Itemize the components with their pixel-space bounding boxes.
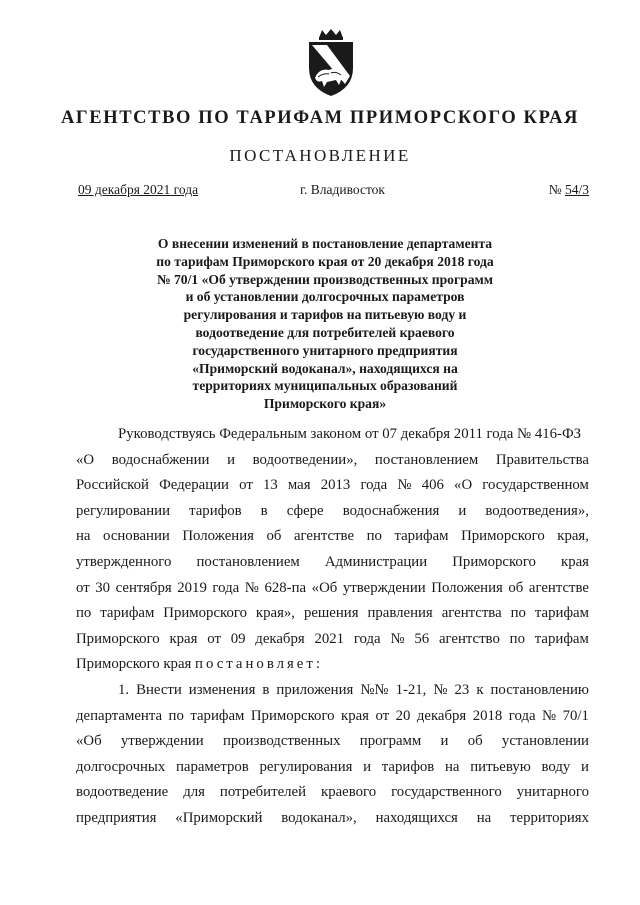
word: от <box>375 707 390 724</box>
word: года <box>508 707 536 724</box>
word: водоканал», <box>281 809 357 826</box>
word: регулировании <box>76 502 170 519</box>
body-line <box>76 806 589 832</box>
document-number <box>549 182 589 198</box>
body-line <box>76 473 589 499</box>
word: Администрации <box>324 553 428 570</box>
title-line: Приморского края» <box>263 396 387 412</box>
word: параметров <box>175 758 249 775</box>
word: края, <box>557 528 589 545</box>
word: приложения <box>276 681 354 698</box>
word: водоснабжении <box>111 451 210 468</box>
word: «Приморский <box>175 809 263 826</box>
word: 406 <box>421 477 444 494</box>
body-line <box>76 780 589 806</box>
word: 23 <box>454 681 470 698</box>
body-text-run: Приморского края <box>76 656 196 673</box>
word: на <box>476 809 492 826</box>
word: и <box>581 758 589 775</box>
word: утвержденного <box>76 553 172 570</box>
body-line <box>76 550 589 576</box>
number-value: 54/3 <box>564 182 589 197</box>
word: № <box>397 477 412 494</box>
body-line <box>76 652 589 678</box>
word: 1-21, <box>395 681 427 698</box>
word: постановлением <box>196 553 300 570</box>
word: тарифам <box>100 605 155 622</box>
word: года <box>212 579 240 596</box>
word: и <box>363 758 372 775</box>
word: 628-па <box>264 579 307 596</box>
word: тарифам <box>534 630 589 647</box>
title-line: территориях муниципальных образований <box>192 378 458 394</box>
word: Правительства <box>495 451 589 468</box>
word: «Об <box>311 579 338 596</box>
word: 09 <box>230 630 246 647</box>
document-meta <box>78 182 589 202</box>
word: Положения <box>431 579 503 596</box>
title-line: «Приморский водоканал», находящихся на <box>192 360 458 376</box>
word: № <box>433 681 448 698</box>
word: № <box>390 630 405 647</box>
word: установлении <box>501 733 589 750</box>
word: «О <box>454 477 473 494</box>
word: потребителей <box>219 784 307 801</box>
word: предприятия <box>76 809 157 826</box>
body-line <box>76 422 589 448</box>
word: основании <box>103 528 170 545</box>
word: краевого <box>321 784 377 801</box>
word: Приморского <box>163 605 247 622</box>
document-title <box>120 235 530 413</box>
word: от <box>207 630 221 647</box>
word: департамента <box>76 707 163 724</box>
word: воду <box>541 758 571 775</box>
word: для <box>183 784 205 801</box>
word: «О <box>76 451 95 468</box>
body-line <box>76 601 589 627</box>
word: 30 <box>95 579 111 596</box>
word: 2013 <box>320 477 351 494</box>
word: государственного <box>391 784 502 801</box>
word: агентстве <box>293 528 355 545</box>
word: утверждении <box>342 579 426 596</box>
word: 1. <box>118 681 130 698</box>
word: постановлением <box>374 451 479 468</box>
title-line: по тарифам Приморского края от 20 декабря 2018 года <box>156 253 494 269</box>
word: Приморского <box>452 553 536 570</box>
word: по <box>168 707 184 724</box>
body-line <box>76 576 589 602</box>
word: края <box>169 630 198 647</box>
word: водоотведении», <box>252 451 358 468</box>
body-line <box>76 448 589 474</box>
word: к <box>476 681 484 698</box>
word: регулирования <box>259 758 353 775</box>
word: Российской <box>76 477 149 494</box>
word: тарифам <box>534 605 589 622</box>
word: находящихся <box>375 809 458 826</box>
body-text-run-spaced: постановляет: <box>195 656 323 673</box>
body-line <box>76 627 589 653</box>
word: на <box>445 758 460 775</box>
body-text-run: Руководствуясь Федеральным законом от 07 декабря 2011 года № 416-ФЗ <box>118 426 582 442</box>
number-prefix: № <box>548 182 565 197</box>
title-line: О внесении изменений в постановление департамента <box>157 236 493 251</box>
word: Приморского <box>461 528 545 545</box>
word: агентстве <box>528 579 589 596</box>
word: долгосрочных <box>76 758 166 775</box>
word: №№ <box>360 681 389 698</box>
word: края <box>561 553 589 570</box>
word: тарифов <box>189 502 242 519</box>
word: года <box>353 630 381 647</box>
word: агентство <box>438 630 500 647</box>
word: 20 <box>395 707 411 724</box>
word: об <box>467 733 483 750</box>
body-line <box>76 729 589 755</box>
word: территориях <box>510 809 589 826</box>
body-line <box>76 755 589 781</box>
word: питьевую <box>470 758 531 775</box>
word: декабря <box>416 707 467 724</box>
word: агентства <box>441 605 502 622</box>
word: Положения <box>182 528 254 545</box>
word: 56 <box>414 630 430 647</box>
title-line: регулирования и тарифов на питьевую воду и <box>183 307 467 323</box>
word: № <box>244 579 259 596</box>
word: государственном <box>482 477 589 494</box>
word: по <box>510 605 526 622</box>
document-type: ПОСТАНОВЛЕНИЕ <box>229 146 411 165</box>
word: Приморского <box>250 707 335 724</box>
word: 2019 <box>177 579 207 596</box>
word: декабря <box>255 630 305 647</box>
document-body <box>76 422 589 832</box>
word: от <box>239 477 253 494</box>
word: водоснабжения <box>342 502 440 519</box>
body-line <box>76 704 589 730</box>
word: Внести <box>136 681 182 698</box>
word: и <box>440 733 449 750</box>
word: № <box>542 707 557 724</box>
word: 70/1 <box>562 707 589 724</box>
word: постановлению <box>490 681 589 698</box>
word: водоотведения», <box>485 502 589 519</box>
word: водоотведение <box>76 784 169 801</box>
word: решения <box>303 605 359 622</box>
word: об <box>508 579 524 596</box>
word: тарифам <box>190 707 245 724</box>
word: правления <box>367 605 433 622</box>
word: 13 <box>262 477 278 494</box>
word: сфере <box>286 502 324 519</box>
body-line <box>76 678 589 704</box>
word: тарифам <box>394 528 449 545</box>
document-city: г. Владивосток <box>300 182 385 197</box>
title-line: № 70/1 «Об утверждении производственных программ <box>156 271 494 287</box>
word: и <box>227 451 235 468</box>
word: 2021 <box>314 630 345 647</box>
word: края», <box>255 605 295 622</box>
word: утверждении <box>120 733 204 750</box>
word: Федерации <box>159 477 229 494</box>
body-line <box>76 499 589 525</box>
word: в <box>260 502 268 519</box>
word: и <box>458 502 467 519</box>
word: изменения <box>188 681 256 698</box>
word: об <box>266 528 282 545</box>
word: края <box>341 707 369 724</box>
word: года <box>360 477 388 494</box>
word: на <box>76 528 91 545</box>
agency-name: АГЕНТСТВО ПО ТАРИФАМ ПРИМОРСКОГО КРАЯ <box>60 108 580 128</box>
word: мая <box>287 477 311 494</box>
word: «Об <box>76 733 102 750</box>
word: по <box>76 605 92 622</box>
word: унитарного <box>516 784 589 801</box>
word: программ <box>359 733 422 750</box>
coat-of-arms-icon <box>303 28 359 98</box>
word: сентября <box>115 579 172 596</box>
title-line: и об установлении долгосрочных параметров <box>185 289 465 305</box>
word: по <box>509 630 525 647</box>
word: в <box>262 681 270 698</box>
word: Приморского <box>76 630 160 647</box>
title-line: водоотведение для потребителей краевого <box>195 324 455 340</box>
word: 2018 <box>472 707 503 724</box>
title-line: государственного унитарного предприятия <box>192 342 458 358</box>
word: производственных <box>222 733 341 750</box>
word: тарифов <box>381 758 435 775</box>
document-date: 09 декабря 2021 года <box>78 182 199 197</box>
body-line <box>76 524 589 550</box>
word: по <box>366 528 382 545</box>
word: от <box>76 579 90 596</box>
